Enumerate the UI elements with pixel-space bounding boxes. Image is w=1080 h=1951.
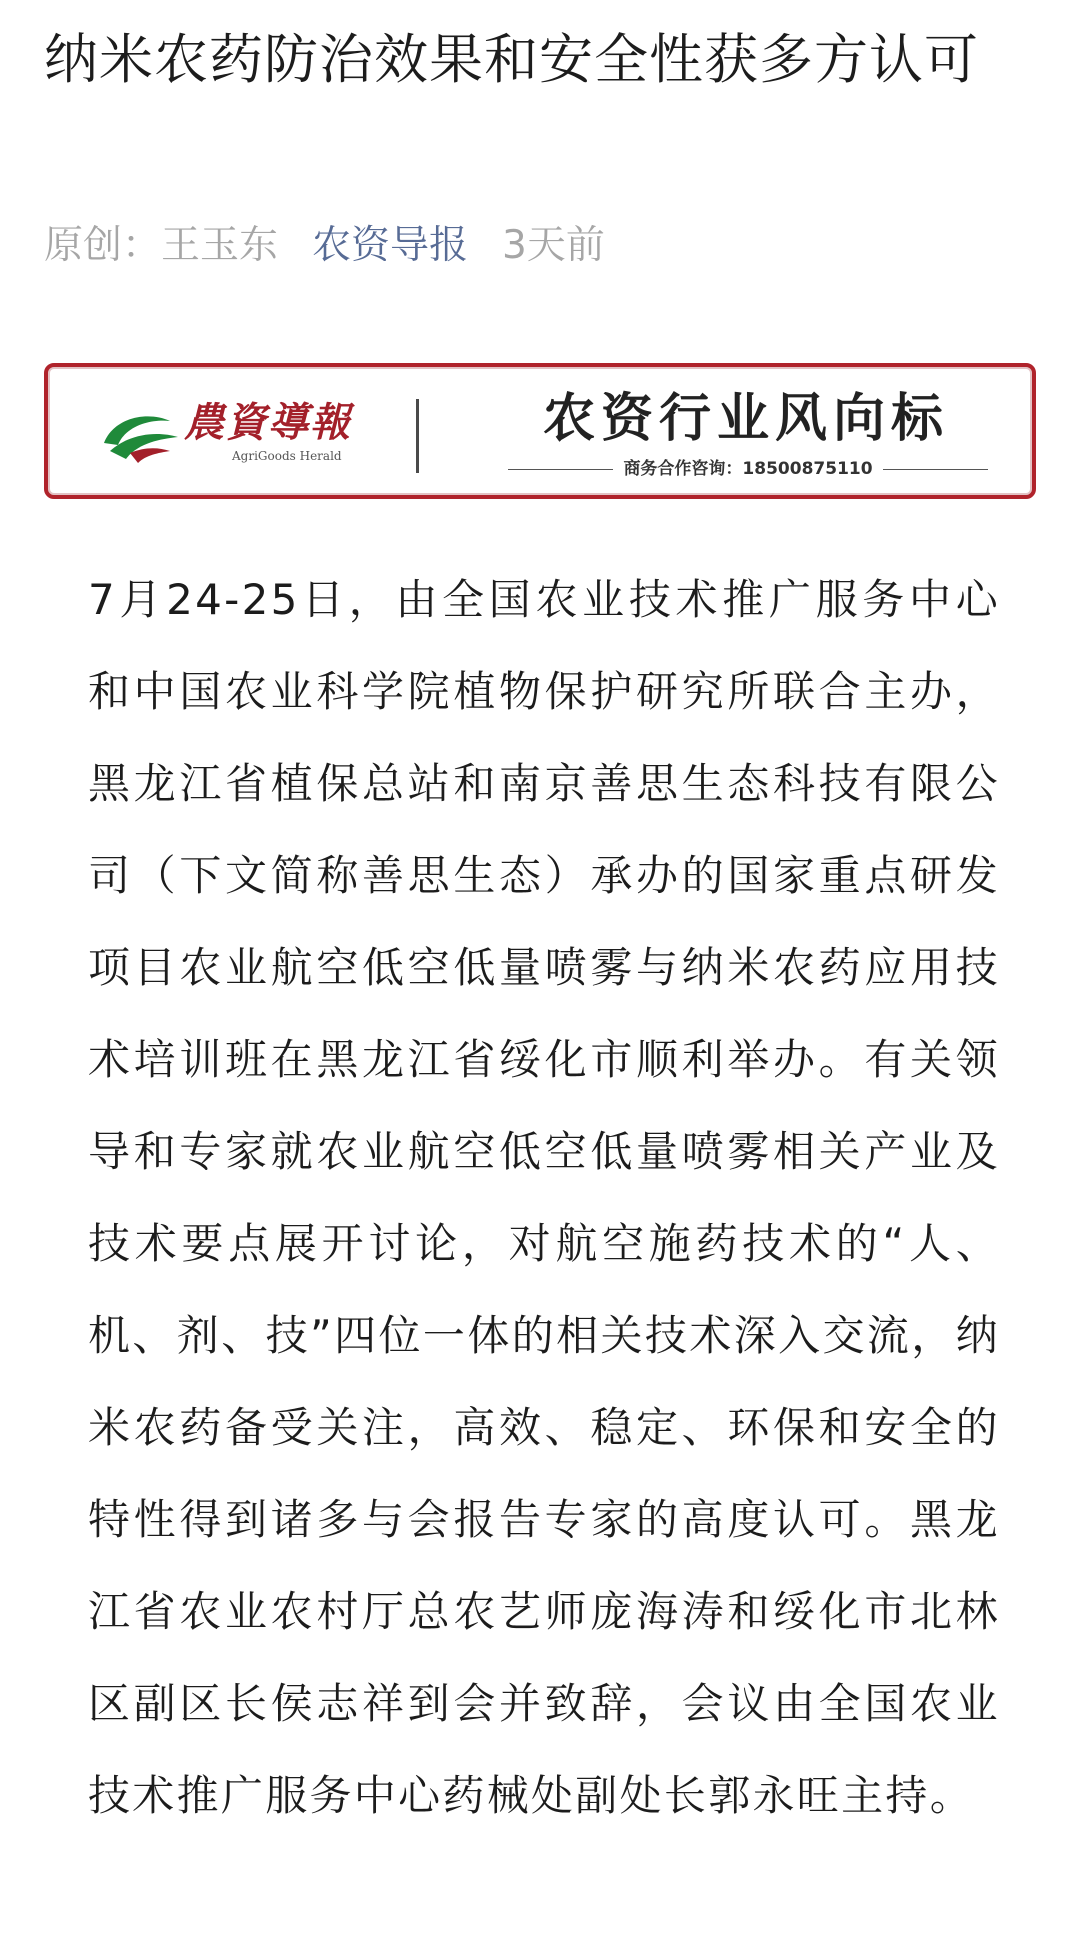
article-title: 纳米农药防治效果和安全性获多方认可: [44, 28, 979, 91]
article-meta: [44, 216, 605, 276]
banner-divider: [416, 399, 419, 473]
leaf-swirl-logo-icon: [100, 403, 182, 465]
header-banner-image: [44, 363, 1036, 499]
article-body-paragraph: 7月24-25日，由全国农业技术推广服务中心和中国农业科学院植物保护研究所联合主办，黑龙江省植保总站和南京善思生态科技有限公司（下文简称善思生态）承办的国家重点研发项目农业航空低空低量喷雾与纳米农药应用技术培训班在黑龙江省绥化市顺利举办。有关领导和专家就农业航空低空低量喷雾相关产业及技术要点展开讨论，对航空施药技术的“人、机、剂、技”四位一体的相关技术深入交流，纳米农药备受关注，高效、稳定、环保和安全的特性得到诸多与会报告专家的高度认可。黑龙江省农业农村厅总农艺师庞海涛和绥化市北林区副区长侯志祥到会并致辞，会议由全国农业技术推广服务中心药械处副处长郭永旺主持。: [88, 575, 1000, 1820]
publish-time: 3天前: [502, 223, 605, 268]
banner-slogan: 农资行业风向标: [542, 388, 949, 449]
contact-rule-left: [508, 469, 613, 470]
author-label: 原创：王玉东: [44, 223, 279, 268]
banner-contact: 商务合作咨询：18500875110: [623, 459, 873, 479]
logo-name: 農資導報: [184, 399, 352, 446]
logo-english-name: AgriGoods Herald: [232, 449, 342, 463]
banner-contact-row: [508, 457, 988, 481]
banner-logo: [100, 397, 400, 477]
account-link[interactable]: 农资导报: [312, 223, 469, 268]
contact-rule-right: [883, 469, 988, 470]
